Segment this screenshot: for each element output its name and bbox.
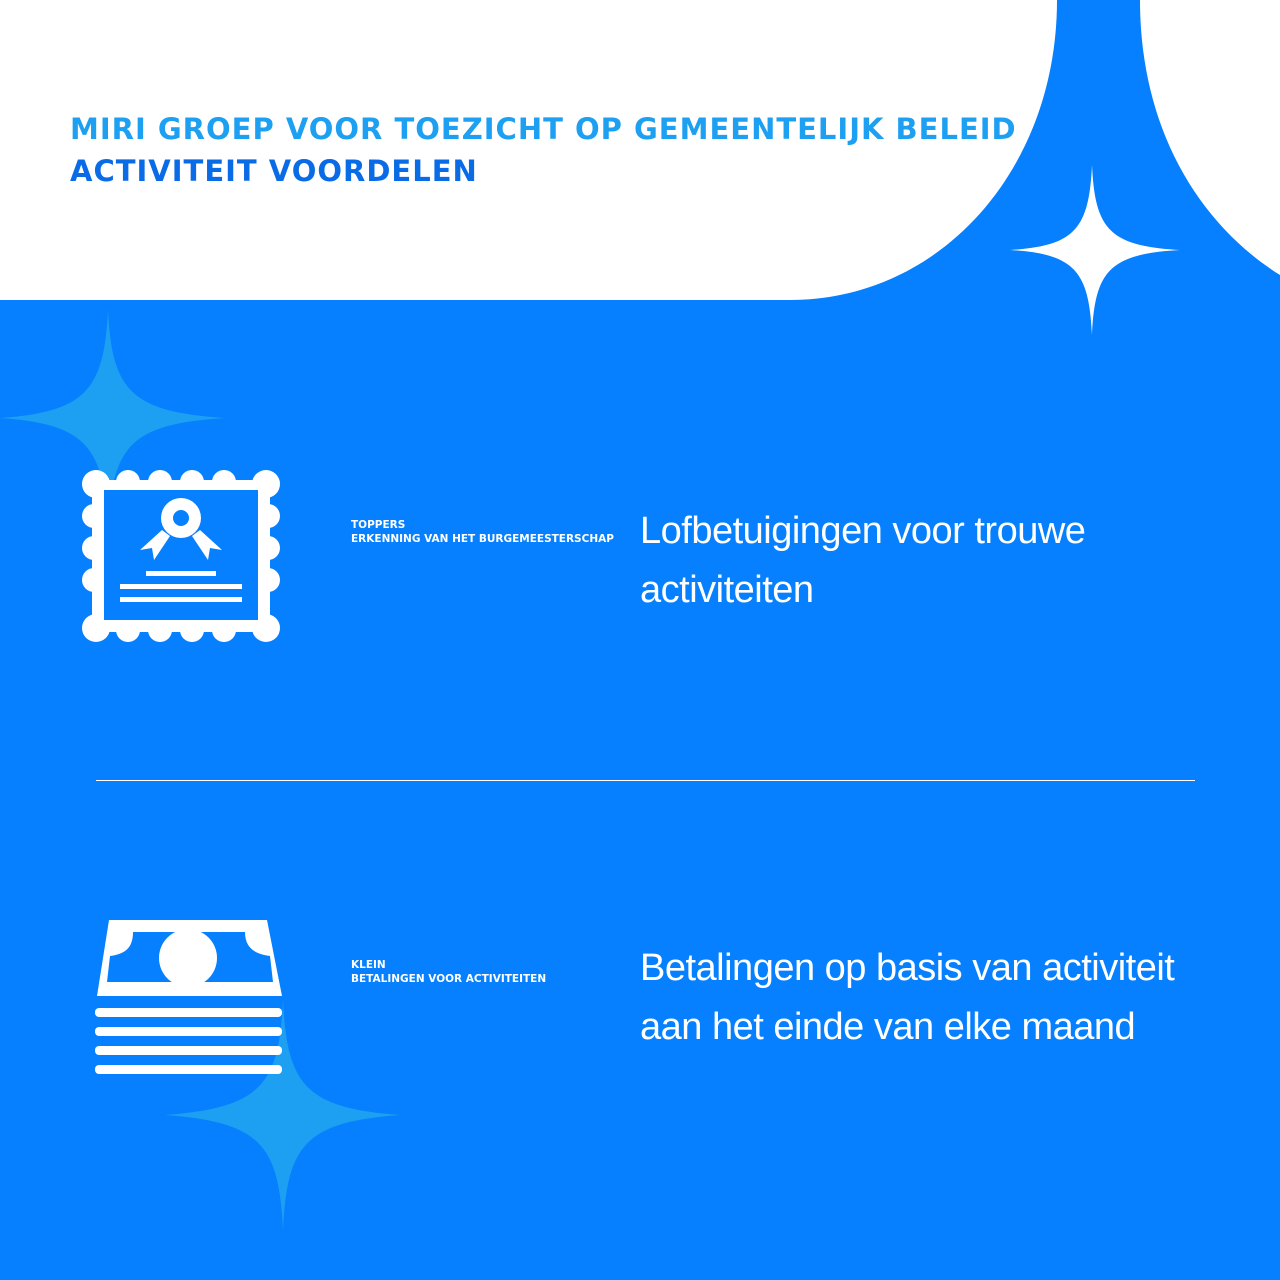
money-stack-icon [95,920,285,1078]
title-line-1: MIRI GROEP VOOR TOEZICHT OP GEMEENTELIJK BELEID [70,112,1017,146]
title-line-2: ACTIVITEIT VOORDELEN [70,154,478,188]
item-2-tag: KLEIN [351,959,386,971]
item-1-tag: TOPPERS [351,519,406,531]
sparkle-icon [1010,165,1180,335]
item-2-description: Betalingen op basis van activiteit aan het einde van elke maand [640,947,1175,1048]
item-2-subtitle: BETALINGEN VOOR ACTIVITEITEN [351,973,547,985]
certificate-icon [82,470,280,642]
page-title [70,108,1017,192]
item-1-description: Lofbetuigingen voor trouwe activiteiten [640,510,1086,611]
item-1-subtitle: ERKENNING VAN HET BURGEMEESTERSCHAP [351,533,614,545]
divider [96,780,1195,781]
item-2-labels [351,958,546,986]
item-1-labels [351,518,614,546]
